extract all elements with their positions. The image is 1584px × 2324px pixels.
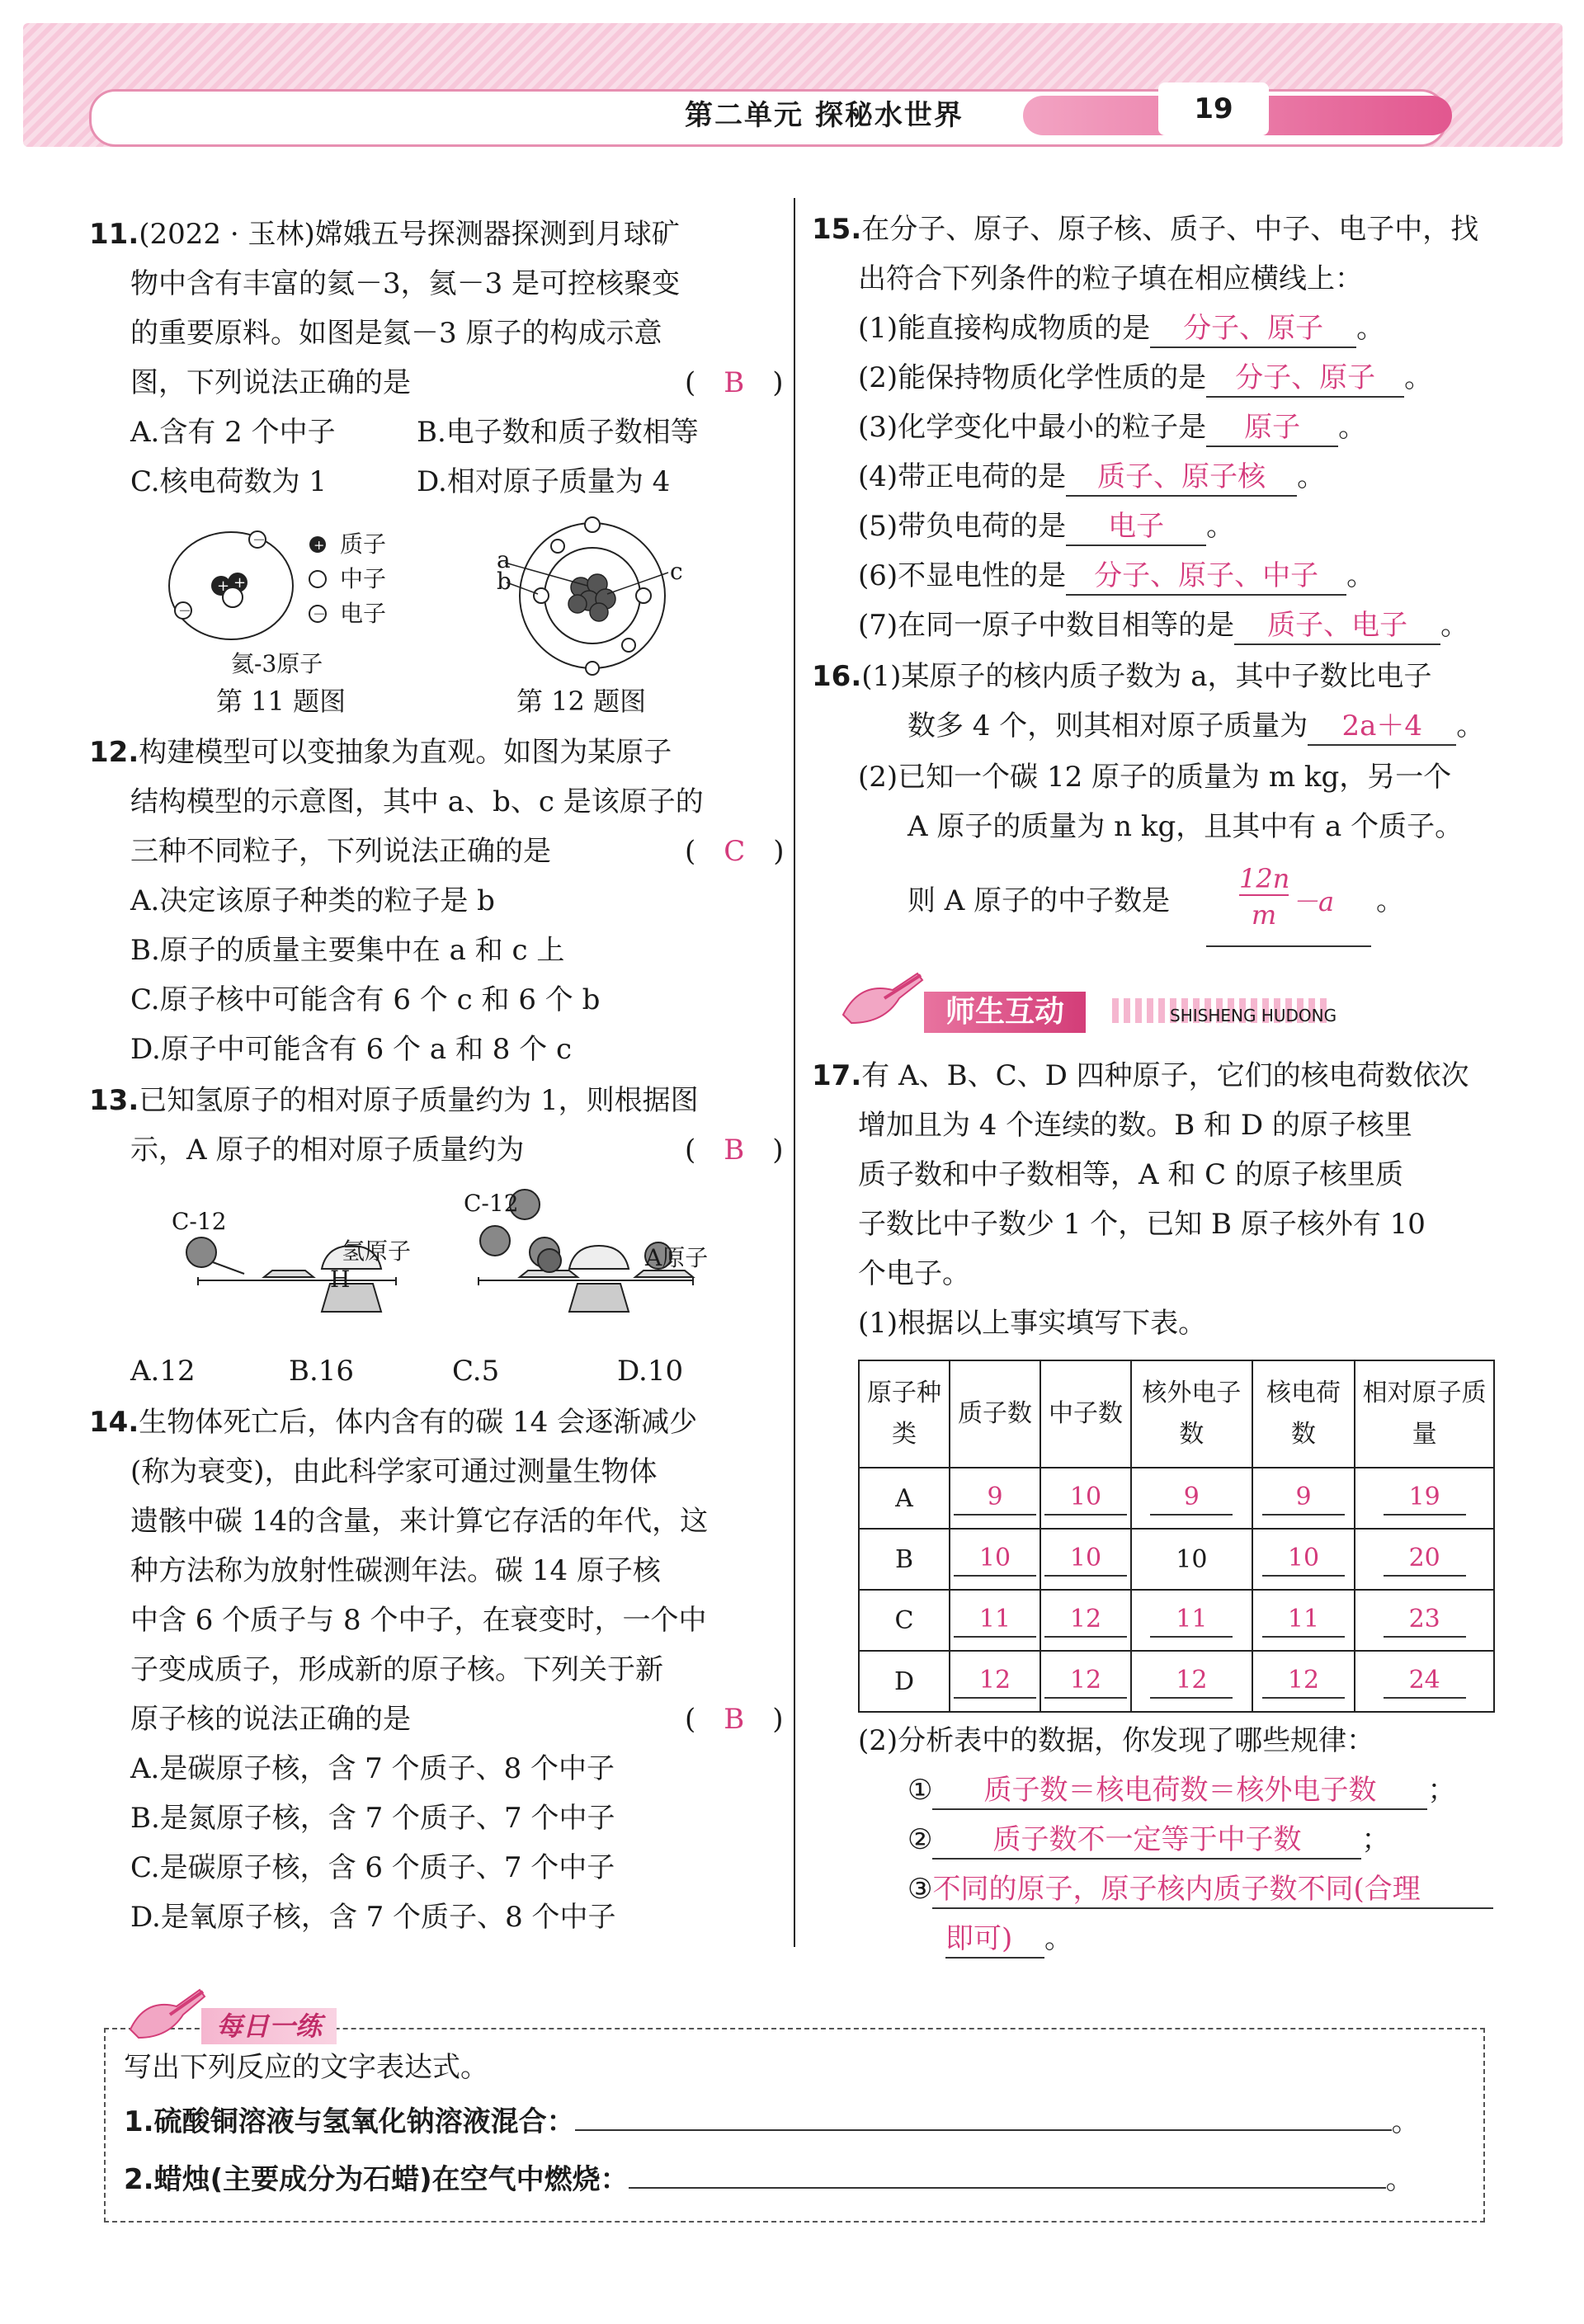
table-cell: 10 (950, 1529, 1040, 1590)
table-cell: 9 (950, 1468, 1040, 1529)
table-header: 中子数 (1040, 1360, 1131, 1468)
q13-option-d: D.10 (617, 1355, 684, 1388)
q14-answer: ( B ) (685, 1703, 784, 1736)
q13-label-c12-left: C-12 (172, 1208, 227, 1235)
q16-line4: A 原子的质量为 n kg，且其中有 a 个质子。 (908, 810, 1464, 843)
atom-model-diagram (495, 511, 693, 676)
table-cell: 12 (950, 1651, 1040, 1712)
q15-item5: (5)带负电荷的是 电子 。 (858, 508, 1234, 546)
q13-answer: ( B ) (685, 1134, 784, 1167)
q11-answer: ( B ) (685, 366, 784, 399)
page-number: 19 (1158, 82, 1269, 135)
q11-option-d: D.相对原子质量为 4 (417, 465, 671, 498)
table-header: 核电荷数 (1252, 1360, 1355, 1468)
q13-option-a: A.12 (130, 1355, 196, 1388)
table-header-row (859, 1360, 1494, 1468)
q11-line4: 图，下列说法正确的是 (130, 366, 411, 399)
table-cell: 10 (1040, 1468, 1131, 1529)
legend-electron: 电子 (340, 600, 387, 627)
table-cell: 12 (1252, 1651, 1355, 1712)
table-header: 核外电子数 (1131, 1360, 1252, 1468)
q12-line3: 三种不同粒子，下列说法正确的是 (130, 835, 551, 868)
table-cell: 11 (1131, 1590, 1252, 1651)
table-cell: C (859, 1590, 950, 1651)
q14-line7: 原子核的说法正确的是 (130, 1703, 411, 1736)
svg-text:－: － (252, 532, 266, 548)
table-cell: 10 (1252, 1529, 1355, 1590)
table-cell: 10 (1040, 1529, 1131, 1590)
q17-line3: 质子数和中子数相等，A 和 C 的原子核里质 (858, 1158, 1403, 1191)
q16-line5: 则 A 原子的中子数是 (908, 884, 1171, 917)
fraction-numerator: 12n (1239, 863, 1290, 894)
q11-figure-caption: 第 11 题图 (216, 686, 346, 717)
table-row (859, 1651, 1494, 1712)
q16-line3: (2)已知一个碳 12 原子的质量为 m kg，另一个 (858, 761, 1452, 794)
table-cell: 24 (1355, 1651, 1494, 1712)
q17-line5: 个电子。 (858, 1257, 970, 1290)
q13-label-c12-right: C-12 (464, 1190, 519, 1217)
q14-option-c: C.是碳原子核，含 6 个质子、7 个中子 (130, 1851, 615, 1884)
table-cell: 23 (1355, 1590, 1494, 1651)
q17-part2: (2)分析表中的数据，你发现了哪些规律： (858, 1724, 1375, 1757)
table-header: 原子种类 (859, 1360, 950, 1468)
q13-label-h: H (330, 1266, 351, 1293)
q14-option-b: B.是氮原子核，含 7 个质子、7 个中子 (130, 1802, 615, 1835)
q14-line3: 遗骸中碳 14的含量，来计算它存活的年代，这 (130, 1505, 709, 1538)
table-row (859, 1529, 1494, 1590)
pen-hand-icon (835, 965, 926, 1031)
label-c: c (670, 558, 683, 585)
table-cell: A (859, 1468, 950, 1529)
q17-rule3-cont: 即可) 。 (945, 1921, 1072, 1959)
table-cell: 11 (1252, 1590, 1355, 1651)
q17-line2: 增加且为 4 个连续的数。B 和 D 的原子核里 (858, 1109, 1412, 1142)
legend-neutron: 中子 (340, 565, 387, 592)
svg-text:+: + (217, 577, 230, 595)
q14-line1: 14.生物体死亡后，体内含有的碳 14 会逐渐减少 (89, 1406, 698, 1439)
table-cell: D (859, 1651, 950, 1712)
q12-answer: ( C ) (685, 835, 785, 868)
q12-option-c: C.原子核中可能含有 6 个 c 和 6 个 b (130, 983, 601, 1016)
q14-option-a: A.是碳原子核，含 7 个质子、8 个中子 (130, 1752, 615, 1785)
q15-item4: (4)带正电荷的是 质子、原子核 。 (858, 459, 1325, 497)
q11-option-a: A.含有 2 个中子 (130, 416, 336, 449)
table-cell: 10 (1131, 1529, 1252, 1590)
q12-option-d: D.原子中可能含有 6 个 a 和 8 个 c (130, 1033, 573, 1066)
q13-option-b: B.16 (289, 1355, 355, 1388)
helium3-label: 氦-3原子 (231, 650, 323, 677)
q11-line1: 11.(2022 · 玉林)嫦娥五号探测器探测到月球矿 (89, 218, 680, 251)
daily-item1: 1.硫酸铜溶液与氢氧化钠溶液混合： 。 (124, 2105, 1420, 2138)
svg-text:－: － (178, 603, 192, 619)
q12-line2: 结构模型的示意图，其中 a、b、c 是该原子的 (130, 785, 704, 818)
q12-figure-caption: 第 12 题图 (516, 686, 647, 717)
q13-line2: 示，A 原子的相对原子质量约为 (130, 1134, 525, 1167)
q15-line1: 15.在分子、原子、原子核、质子、中子、电子中，找 (812, 213, 1479, 246)
q11-option-b: B.电子数和质子数相等 (417, 416, 699, 449)
q15-item2: (2)能保持物质化学性质的是 分子、原子 。 (858, 360, 1432, 398)
q12-option-b: B.原子的质量主要集中在 a 和 c 上 (130, 934, 565, 967)
table-cell: 12 (1040, 1590, 1131, 1651)
q15-item1: (1)能直接构成物质的是 分子、原子 。 (858, 310, 1384, 348)
q11-line2: 物中含有丰富的氦－3，氦－3 是可控核聚变 (130, 267, 681, 300)
q16-fraction-answer (1206, 863, 1371, 947)
q16-period: 。 (1376, 884, 1404, 917)
q15-line2: 出符合下列条件的粒子填在相应横线上： (858, 262, 1363, 295)
table-cell: 12 (1131, 1651, 1252, 1712)
table-cell: 9 (1131, 1468, 1252, 1529)
table-cell: 11 (950, 1590, 1040, 1651)
svg-text:－: － (313, 606, 327, 622)
table-cell: 20 (1355, 1529, 1494, 1590)
table-row (859, 1590, 1494, 1651)
table-cell: B (859, 1529, 950, 1590)
q13-label-hydrogen: 氢原子 (342, 1237, 412, 1265)
legend-proton: 质子 (340, 530, 387, 558)
q14-line6: 子变成质子，形成新的原子核。下列关于新 (130, 1653, 663, 1686)
q15-item3: (3)化学变化中最小的粒子是 原子 。 (858, 409, 1366, 447)
svg-text:+: + (314, 537, 325, 553)
table-row (859, 1468, 1494, 1529)
q13-option-c: C.5 (452, 1355, 500, 1388)
q17-rule2: ② 质子数不一定等于中子数 ； (908, 1822, 1389, 1860)
q17-line4: 子数比中子数少 1 个，已知 B 原子核外有 10 (858, 1208, 1426, 1241)
table-cell: 9 (1252, 1468, 1355, 1529)
label-b: b (497, 568, 512, 595)
svg-text:+: + (233, 574, 247, 592)
section-badge: 师生互动 (924, 992, 1086, 1033)
daily-item2: 2.蜡烛(主要成分为石蜡)在空气中燃烧： 。 (124, 2163, 1414, 2196)
label-a: a (497, 546, 511, 573)
q15-item7: (7)在同一原子中数目相等的是 质子、电子 。 (858, 607, 1468, 645)
q12-option-a: A.决定该原子种类的粒子是 b (130, 884, 495, 917)
q17-rule3: ③不同的原子，原子核内质子数不同(合理 (908, 1871, 1493, 1909)
q17-line1: 17.有 A、B、C、D 四种原子，它们的核电荷数依次 (812, 1059, 1469, 1092)
q16-line2: 数多 4 个，则其相对原子质量为 2a＋4 。 (908, 708, 1484, 746)
table-cell: 12 (1040, 1651, 1131, 1712)
table-header: 相对原子质量 (1355, 1360, 1494, 1468)
q14-option-d: D.是氧原子核，含 7 个质子、8 个中子 (130, 1901, 616, 1934)
q14-line2: (称为衰变)，由此科学家可通过测量生物体 (130, 1455, 658, 1488)
unit-title: 第二单元 探秘水世界 (685, 99, 964, 132)
q14-line5: 中含 6 个质子与 8 个中子，在衰变时，一个中 (130, 1604, 707, 1637)
q14-line4: 种方法称为放射性碳测年法。碳 14 原子核 (130, 1554, 661, 1587)
q17-rule1: ① 质子数＝核电荷数＝核外电子数 ； (908, 1772, 1455, 1810)
q11-option-c: C.核电荷数为 1 (130, 465, 328, 498)
atom-data-table (858, 1360, 1495, 1713)
q13-label-a-atom: A原子 (645, 1244, 709, 1271)
q13-line1: 13.已知氢原子的相对原子质量约为 1，则根据图 (89, 1084, 699, 1117)
table-cell: 19 (1355, 1468, 1494, 1529)
fraction-tail: －a (1292, 886, 1335, 917)
q11-line3: 的重要原料。如图是氦－3 原子的构成示意 (130, 317, 662, 350)
q16-line1: 16.(1)某原子的核内质子数为 a，其中子数比电子 (812, 660, 1432, 693)
q15-item6: (6)不显电性的是 分子、原子、中子 。 (858, 558, 1374, 596)
column-divider (794, 198, 795, 1947)
daily-badge: 每日一练 (201, 2008, 337, 2044)
q12-line1: 12.构建模型可以变抽象为直观。如图为某原子 (89, 736, 672, 769)
q17-part1: (1)根据以上事实填写下表。 (858, 1307, 1207, 1340)
section-pinyin: SHISHENG HUDONG (1170, 1006, 1337, 1025)
daily-intro: 写出下列反应的文字表达式。 (124, 2051, 488, 2084)
pen-hand-icon-2 (124, 1983, 206, 2044)
table-header: 质子数 (950, 1360, 1040, 1468)
fraction-denominator: m (1251, 899, 1277, 931)
